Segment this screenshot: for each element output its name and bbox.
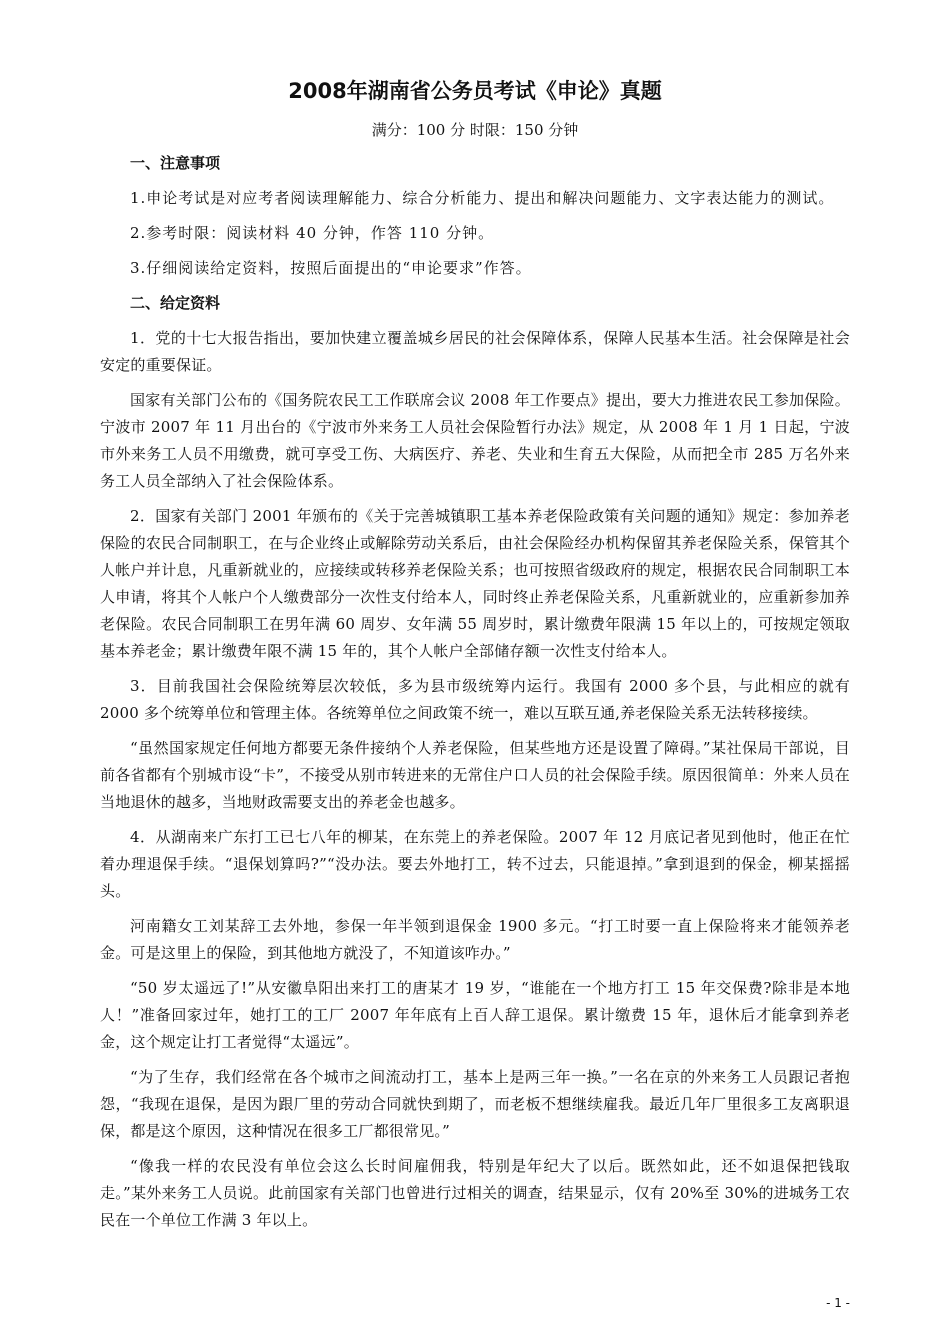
section-heading-materials: 二、给定资料 (130, 294, 221, 312)
section-heading-notes: 一、注意事项 (130, 154, 221, 172)
note-item: 2.参考时限：阅读材料 40 分钟，作答 110 分钟。 (130, 224, 495, 242)
material-paragraph: 1．党的十七大报告指出，要加快建立覆盖城乡居民的社会保障体系，保障人民基本生活。社会保障是社会安定的重要保证。 (100, 329, 850, 374)
material-paragraph: 3．目前我国社会保险统筹层次较低，多为县市级统筹内运行。我国有 2000 多个县，与此相应的就有 2000 多个统筹单位和管理主体。各统筹单位之间政策不统一，难以互联互通,养老保险关系无法转移接续。 (100, 677, 850, 722)
note-item: 3.仔细阅读给定资料，按照后面提出的“申论要求”作答。 (130, 259, 532, 277)
document-body (100, 150, 850, 1242)
material-paragraph: “像我一样的农民没有单位会这么长时间雇佣我，特别是年纪大了以后。既然如此，还不如退保把钱取走。”某外来务工人员说。此前国家有关部门也曾进行过相关的调查，结果显示，仅有 20%至 30%的进城务工农民在一个单位工作满 3 年以上。 (100, 1157, 850, 1229)
material-paragraph: “为了生存，我们经常在各个城市之间流动打工，基本上是两三年一换。”一名在京的外来务工人员跟记者抱怨，“我现在退保，是因为跟厂里的劳动合同就快到期了，而老板不想继续雇我。最近几年厂里很多工友离职退保，都是这个原因，这种情况在很多工厂都很常见。” (100, 1068, 850, 1140)
material-paragraph: “虽然国家规定任何地方都要无条件接纳个人养老保险，但某些地方还是设置了障碍。”某社保局干部说，目前各省都有个别城市设“卡”，不接受从别市转进来的无常住户口人员的社会保险手续。原因很简单：外来人员在当地退休的越多，当地财政需要支出的养老金也越多。 (100, 739, 850, 811)
exam-info: 满分：100 分 时限：150 分钟 (371, 121, 579, 139)
material-paragraph: 4．从湖南来广东打工已七八年的柳某，在东莞上的养老保险。2007 年 12 月底记者见到他时，他正在忙着办理退保手续。“退保划算吗?”“没办法。要去外地打工，转不过去，只能退掉。”拿到退到的保金，柳某摇摇头。 (100, 828, 850, 900)
document-title: 2008年湖南省公务员考试《申论》真题 (288, 79, 662, 103)
material-paragraph: 国家有关部门公布的《国务院农民工工作联席会议 2008 年工作要点》提出，要大力推进农民工参加保险。宁波市 2007 年 11 月出台的《宁波市外来务工人员社会保险暂行办法》规定，从 2008 年 1 月 1 日起，宁波市外来务工人员不用缴费，就可享受工伤、大病医疗、养老、失业和生育五大保险，从而把全市 285 万名外来务工人员全部纳入了社会保险体系。 (100, 391, 850, 490)
note-item: 1.申论考试是对应考者阅读理解能力、综合分析能力、提出和解决问题能力、文字表达能力的测试。 (130, 189, 835, 207)
material-paragraph: 河南籍女工刘某辞工去外地，参保一年半领到退保金 1900 多元。“打工时要一直上保险将来才能领养老金。可是这里上的保险，到其他地方就没了，不知道该咋办。” (100, 917, 850, 962)
page-number: - 1 - (826, 1296, 850, 1310)
material-paragraph: “50 岁太遥远了!”从安徽阜阳出来打工的唐某才 19 岁，“谁能在一个地方打工 15 年交保费?除非是本地人！”准备回家过年，她打工的工厂 2007 年年底有上百人辞工退保。累计缴费 15 年，退休后才能拿到养老金，这个规定让打工者觉得“太遥远”。 (100, 979, 850, 1051)
material-paragraph: 2．国家有关部门 2001 年颁布的《关于完善城镇职工基本养老保险政策有关问题的通知》规定：参加养老保险的农民合同制职工，在与企业终止或解除劳动关系后，由社会保险经办机构保留其养老保险关系，保管其个人帐户并计息，凡重新就业的，应接续或转移养老保险关系；也可按照省级政府的规定，根据农民合同制职工本人申请，将其个人帐户个人缴费部分一次性支付给本人，同时终止养老保险关系，凡重新就业的，应重新参加养老保险。农民合同制职工在男年满 60 周岁、女年满 55 周岁时，累计缴费年限满 15 年以上的，可按规定领取基本养老金；累计缴费年限不满 15 年的，其个人帐户全部储存额一次性支付给本人。 (100, 507, 850, 660)
